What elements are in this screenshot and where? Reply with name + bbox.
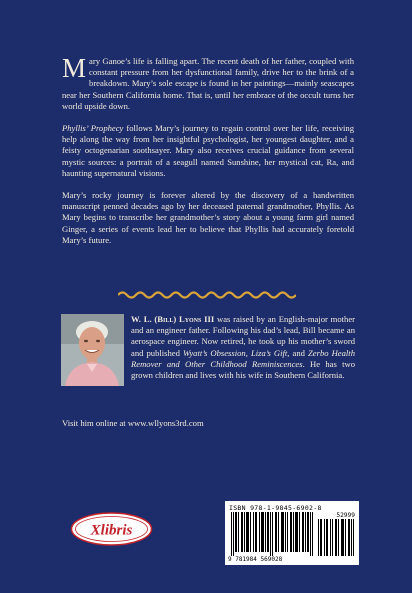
price-code: 52999: [336, 512, 355, 519]
blurb-paragraph-2: Phyllis’ Prophecy follows Mary’s journey to regain control over her life, receiving help along the way from her insightful psychologist, her youngest daughter, and a feisty octogenarian soothsayer. Mary also receives crucial guidance from several mystic sources: a portrait of a seagull named Sunshine, her mystical cat, Ra, and haunting supernatural visions.: [62, 123, 354, 178]
logo-text: Xlibris: [90, 522, 133, 539]
blurb-paragraph-3: Mary’s rocky journey is forever altered by the discovery of a handwritten manuscript penned decades ago by her deceased paternal grandmother, Phyllis. As Mary begins to transcribe her grandmother’s story about a young farm girl named Ginger, a series of events lead her to believe that Phyllis had accurately foretold Mary’s future.: [62, 190, 354, 245]
author-bio: W. L. (Bill) Lyons III was raised by an English-major mother and an engineer father. Following his dad’s lead, Bill became an aerospace engineer. Now retired, he took up his mother’s sword and published Wyatt’s Obsession, Liza’s Gift, and Zerbo Health Remover and Other Childhood Reminiscences. He has two grown children and lives with his wife in Southern California.: [131, 314, 356, 381]
addon-barcode-bars: [317, 519, 355, 556]
ean-number: 9 781984 569028: [228, 556, 283, 563]
drop-cap: M: [62, 53, 87, 83]
isbn-number: ISBN 978-1-9845-6902-8: [229, 504, 322, 512]
isbn-barcode: [225, 501, 359, 565]
author-name: W. L. (Bill) Lyons III: [131, 314, 215, 324]
wave-divider: [118, 290, 296, 300]
xlibris-logo: [70, 511, 153, 547]
book-title: Liza’s Gift: [250, 347, 288, 358]
author-website: Visit him online at www.wllyons3rd.com: [62, 418, 204, 428]
author-photo: [61, 314, 124, 386]
barcode-bars: [229, 512, 315, 556]
book-blurb: [62, 53, 354, 257]
book-title: Zerbo Health Remover and Other Childhood Reminiscences: [131, 347, 355, 369]
book-title: Wyatt’s Obsession: [182, 347, 246, 358]
book-title: Phyllis’ Prophecy: [62, 123, 124, 134]
blurb-paragraph-1: Mary Ganoe’s life is falling apart. The recent death of her father, coupled with constant pressure from her dysfunctional family, drive her to the brink of a breakdown. Mary’s sole escape is found in her paintings—mainly seascapes near her Southern California home. That is, until her embrace of the occult turns her world upside down.: [62, 53, 354, 111]
